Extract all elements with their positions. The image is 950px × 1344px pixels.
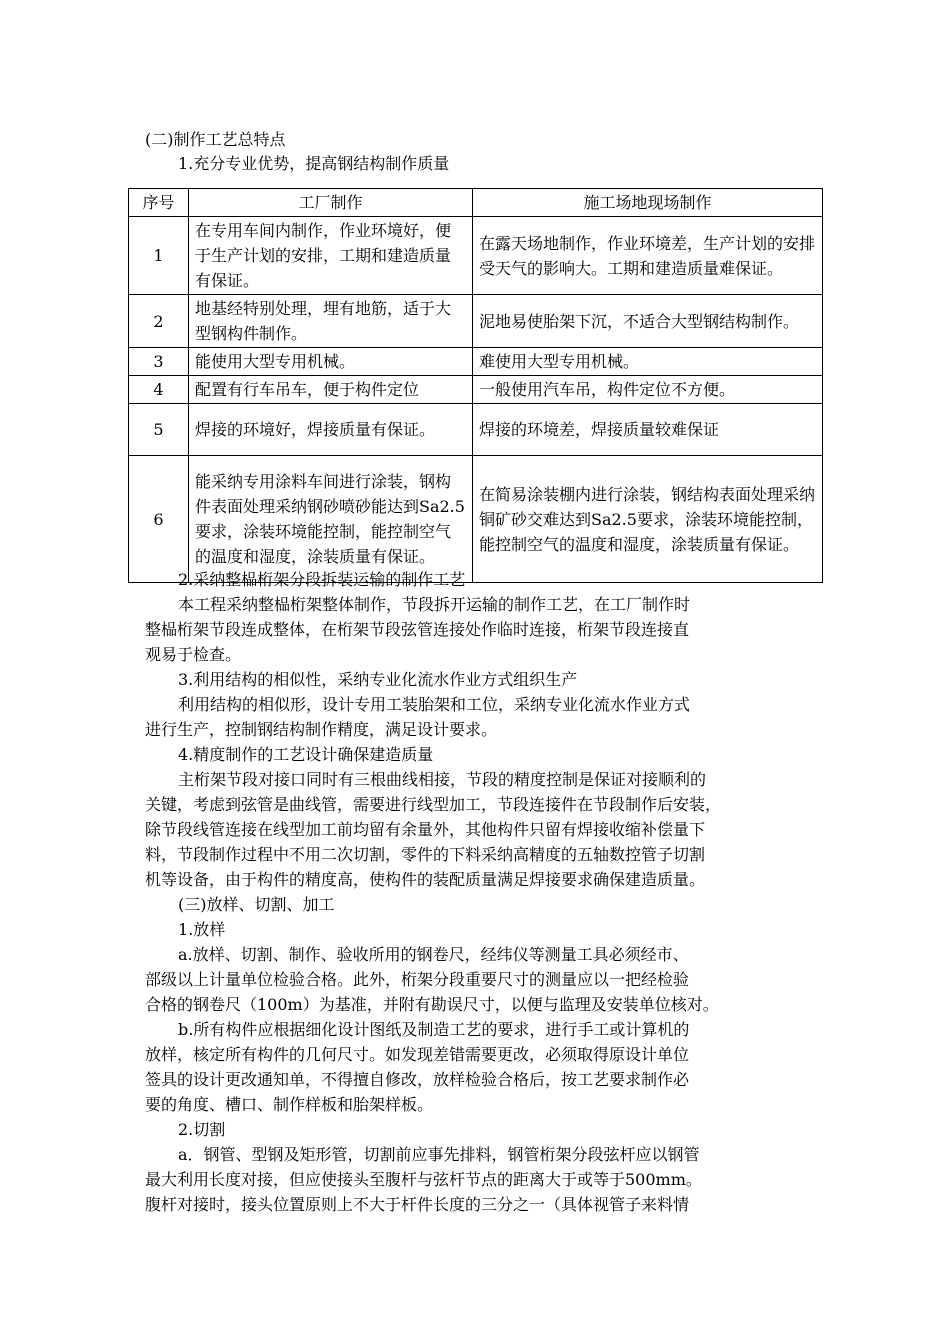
factory-cell: 配置有行车吊车，便于构件定位 [189,376,473,404]
body-text-line: 利用结构的相似形，设计专用工装胎架和工位，采纳专业化流水作业方式 [178,695,691,714]
subsection-heading: 2.采纳整榀桁架分段拆装运输的制作工艺 [178,570,466,589]
body-text-line: a．钢管、型钢及矩形管，切割前应事先排料，钢管桁架分段弦杆应以钢管 [178,1145,700,1164]
table-row [129,348,823,376]
factory-cell: 在专用车间内制作，作业环境好，便于生产计划的安排，工期和建造质量有保证。 [189,217,473,295]
row-number: 4 [129,376,189,404]
subsection-heading: 1.放样 [178,920,226,939]
site-cell: 一般使用汽车吊，构件定位不方便。 [473,376,823,404]
row-number: 3 [129,348,189,376]
subsection-heading: 4.精度制作的工艺设计确保建造质量 [178,745,434,764]
body-text-line: 最大利用长度对接，但应使接头至腹杆与弦杆节点的距离大于或等于500mm。 [145,1170,702,1189]
site-cell: 在露天场地制作，作业环境差，生产计划的安排受天气的影响大。工期和建造质量难保证。 [473,217,823,295]
body-text-line: 主桁架节段对接口同时有三根曲线相接，节段的精度控制是保证对接顺利的 [178,770,707,789]
row-number: 5 [129,404,189,456]
factory-cell: 焊接的环境好，焊接质量有保证。 [189,404,473,456]
site-cell: 焊接的环境差，焊接质量较难保证 [473,404,823,456]
subsection-heading: 1.充分专业优势，提高钢结构制作质量 [178,154,450,173]
body-text-line: 签具的设计更改通知单，不得擅自修改，放样检验合格后，按工艺要求制作必 [145,1070,690,1089]
table-header-cell: 序号 [129,189,189,217]
table-row [129,295,823,348]
body-text-line: 除节段线管连接在线型加工前均留有余量外，其他构件只留有焊接收缩补偿量下 [145,820,706,839]
subsection-heading: 2.切割 [178,1120,226,1139]
body-text-line: 进行生产，控制钢结构制作精度，满足设计要求。 [145,720,498,739]
section-heading: (三)放样、切割、加工 [178,895,335,914]
site-cell: 难使用大型专用机械。 [473,348,823,376]
body-text-line: b.所有构件应根据细化设计图纸及制造工艺的要求，进行手工或计算机的 [178,1020,690,1039]
body-text-line: 合格的钢卷尺（100m）为基准，并附有勘误尺寸，以便与监理及安装单位核对。 [145,995,719,1014]
table-row [129,456,823,583]
table-row [129,217,823,295]
body-text-line: 机等设备，由于构件的精度高，使构件的装配质量满足焊接要求确保建造质量。 [145,870,706,889]
row-number: 2 [129,295,189,348]
body-text-line: 放样，核定所有构件的几何尺寸。如发现差错需要更改，必须取得原设计单位 [145,1045,690,1064]
body-text-line: 要的角度、槽口、制作样板和胎架样板。 [145,1095,434,1114]
section-heading: (二)制作工艺总特点 [145,130,286,149]
body-text-line: 部级以上计量单位检验合格。此外，桁架分段重要尺寸的测量应以一把经检验 [145,970,690,989]
row-number: 6 [129,456,189,583]
body-text-line: 整榀桁架节段连成整体，在桁架节段弦管连接处作临时连接，桁架节段连接直 [145,620,690,639]
factory-cell: 能使用大型专用机械。 [189,348,473,376]
body-text-line: 腹杆对接时，接头位置原则上不大于杆件长度的三分之一（具体视管子来料情 [145,1195,690,1214]
body-text-line: a.放样、切割、制作、验收所用的钢卷尺，经纬仪等测量工具必须经市、 [178,945,689,964]
table-row [129,404,823,456]
body-text-line: 关键，考虑到弦管是曲线管，需要进行线型加工，节段连接件在节段制作后安装， [145,795,722,814]
body-text-line: 料，节段制作过程中不用二次切割，零件的下料采纳高精度的五轴数控管子切割 [145,845,706,864]
site-cell: 泥地易使胎架下沉，不适合大型钢结构制作。 [473,295,823,348]
row-number: 1 [129,217,189,295]
table-header-row [129,189,823,217]
comparison-table [128,188,823,583]
body-text-line: 本工程采纳整榀桁架整体制作，节段拆开运输的制作工艺，在工厂制作时 [178,595,691,614]
body-text-line: 观易于检查。 [145,645,242,664]
table-row [129,376,823,404]
factory-cell: 地基经特别处理，埋有地筋，适于大型钢构件制作。 [189,295,473,348]
site-cell: 在简易涂装棚内进行涂装，钢结构表面处理采纳铜矿砂交难达到Sa2.5要求，涂装环境能控制，能控制空气的温度和湿度，涂装质量有保证。 [473,456,823,583]
table-header-cell: 施工场地现场制作 [473,189,823,217]
table-header-cell: 工厂制作 [189,189,473,217]
factory-cell: 能采纳专用涂料车间进行涂装，钢构件表面处理采纳钢砂喷砂能达到Sa2.5要求，涂装环境能控制，能控制空气的温度和湿度，涂装质量有保证。 [189,456,473,583]
subsection-heading: 3.利用结构的相似性，采纳专业化流水作业方式组织生产 [178,670,578,689]
